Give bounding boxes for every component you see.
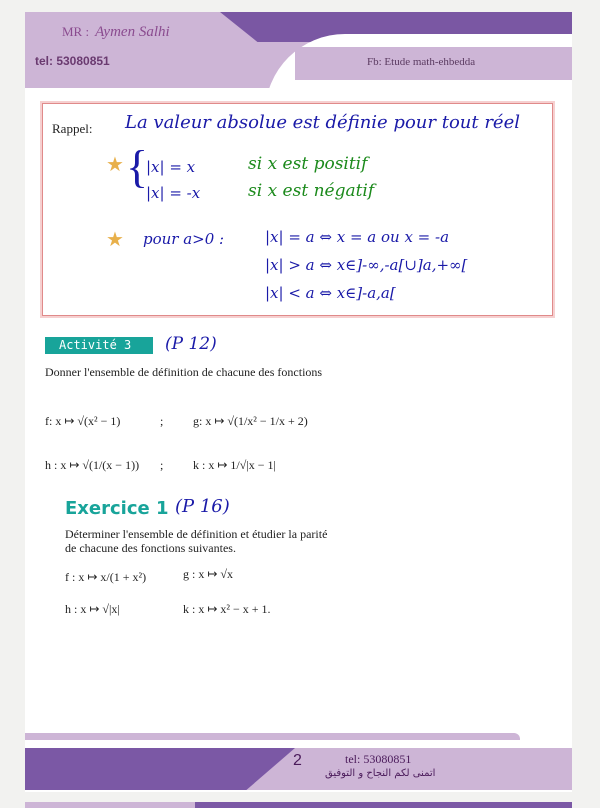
star-icon: ★	[106, 154, 124, 176]
case1-condition: si x est positif	[248, 154, 368, 174]
exercice-instruction-2: de chacune des fonctions suivantes.	[65, 541, 236, 555]
case2-condition: si x est négatif	[248, 181, 375, 201]
exercice-k: k : x ↦ x² − x + 1.	[183, 602, 271, 616]
mr-label: MR :	[62, 24, 90, 39]
next-page-decoration	[195, 802, 572, 808]
activite-g: g: x ↦ √(1/x² − 1/x + 2)	[193, 414, 308, 428]
activite-h: h : x ↦ √(1/(x − 1))	[45, 458, 140, 472]
separator: ;	[160, 414, 164, 428]
case2-formula: |x| = -x	[146, 184, 201, 202]
pour-label: pour a>0 :	[143, 230, 225, 248]
footer-tel: tel: 53080851	[345, 752, 412, 766]
header-tel	[35, 54, 110, 69]
tel-text: tel: 53080851	[35, 54, 110, 68]
rappel-label: Rappel:	[52, 121, 93, 136]
footer-strip	[25, 733, 520, 740]
footer-wish: اتمنى لكم النجاح و التوفيق	[325, 768, 436, 779]
activite-f: f: x ↦ √(x² − 1)	[45, 414, 121, 428]
header-fb: Fb: Etude math-ehbedda	[367, 56, 476, 68]
activite-instruction: Donner l'ensemble de définition de chacune des fonctions	[45, 365, 323, 379]
page-number: 2	[293, 752, 302, 769]
rule-greater: |x| > a ⇔ x∈]-∞,-a[∪]a,+∞[	[265, 256, 468, 274]
next-page-header	[25, 802, 572, 808]
exercice-h: h : x ↦ √|x|	[65, 602, 120, 616]
worksheet-page	[25, 12, 572, 792]
exercice-page-ref: (P 16)	[175, 496, 230, 517]
footer-decoration	[25, 748, 295, 790]
rule-less: |x| < a ⇔ x∈]-a,a[	[265, 284, 396, 302]
activite-badge: Activité 3	[45, 337, 153, 354]
activite-page-ref: (P 12)	[165, 334, 217, 354]
rule-equal: |x| = a ⇔ x = a ou x = -a	[265, 228, 450, 246]
exercice-instruction-1: Déterminer l'ensemble de définition et étudier la parité	[65, 527, 328, 541]
teacher-signature: Aymen Salhi	[95, 24, 170, 40]
rappel-box	[42, 103, 553, 316]
case1-formula: |x| = x	[146, 158, 196, 176]
page-footer	[25, 748, 572, 790]
exercice-g: g : x ↦ √x	[183, 567, 233, 581]
rappel-intro: La valeur absolue est définie pour tout réel	[125, 112, 520, 133]
star-icon: ★	[106, 229, 124, 251]
activite-k: k : x ↦ 1/√|x − 1|	[193, 458, 276, 472]
teacher-name	[62, 24, 170, 41]
separator: ;	[160, 458, 164, 472]
exercice-f: f : x ↦ x/(1 + x²)	[65, 570, 147, 584]
page-header	[25, 12, 572, 88]
brace-icon: {	[126, 141, 149, 192]
exercice-title: Exercice 1	[65, 498, 169, 519]
